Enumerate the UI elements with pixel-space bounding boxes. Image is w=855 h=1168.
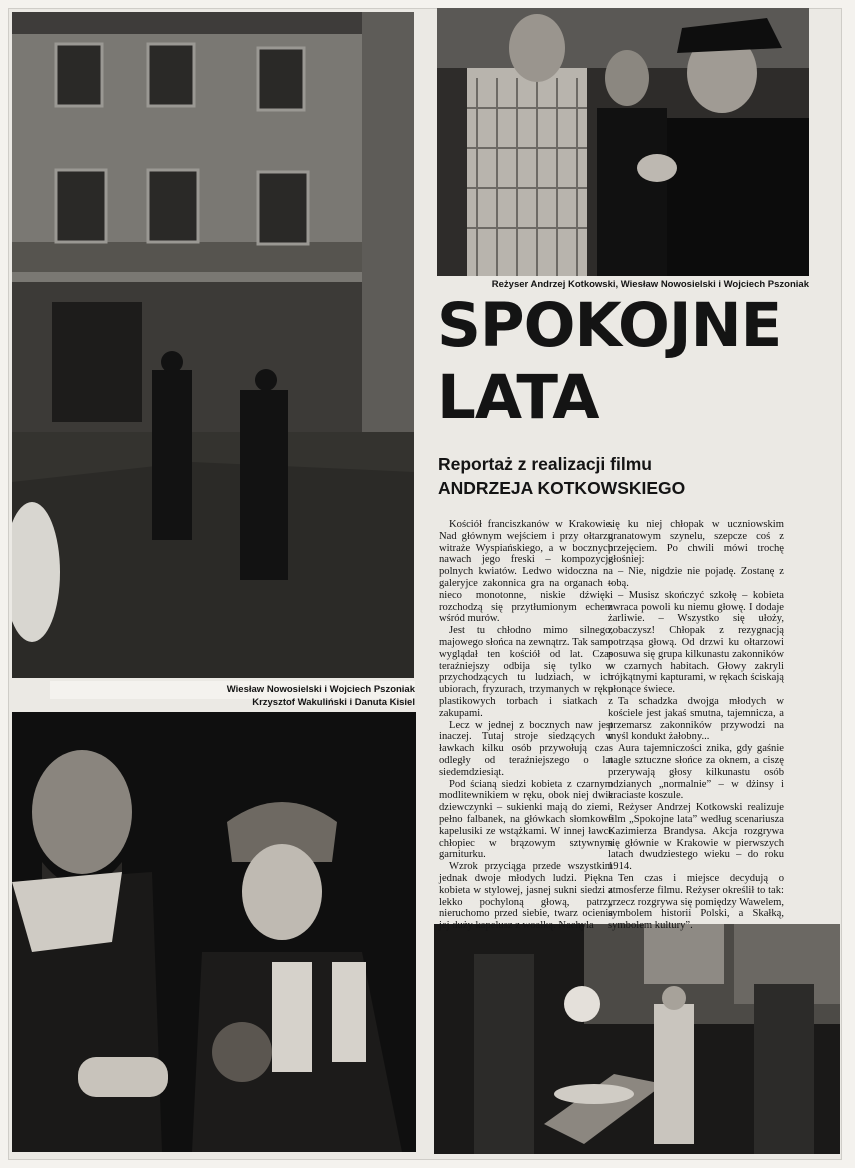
paragraph: Jest tu chłodno mimo silnego, majowego słońca na zewnątrz. Tak samo wyglądał ten kościół od lat. Czas teraźniejszy odbija się tylko w przychodzących tu ludziach, w ich ubiorach, fryzurach, trzymanych w ręku plastikowych torbach i siatkach z zakupami. xyxy=(439,625,613,719)
paragraph: Ten czas i miejsce decydują o atmosferze filmu. Reżyser określił to tak: „rzecz rozgrywa się pomiędzy Wawelem, symbolem historii Polski, a Skałką, symbolem kultury”. xyxy=(608,872,784,932)
paragraph: Reżyser Andrzej Kotkowski realizuje film „Spokojne lata” według scenariusza Kazimierza Brandysa. Akcja rozgrywa się głównie w Krakowie w pierwszych latach dwudziestego wieku – do roku 1914. xyxy=(608,802,784,873)
paragraph: Aura tajemniczości znika, gdy gaśnie nagle sztuczne słońce za oknem, a ciszę przerywają głosy kilkunastu osób odzianych „normalnie” – w dżinsy i kraciaste koszule. xyxy=(608,743,784,802)
subtitle-line-1: Reportaż z realizacji filmu xyxy=(438,454,652,474)
paragraph: Wzrok przyciąga przede wszystkim jednak dwoje młodych ludzi. Piękna kobieta w stylowej, jasnej sukni siedzi z lekko pochyloną głową, patrzy nieruchomo przed siebie, twarz ocienia jej duży kapelusz z woalką. Nachyla xyxy=(439,861,613,932)
paragraph: Kościół franciszkanów w Krakowie. Nad głównym wejściem i przy ołtarzu witraże Wyspiańskiego, a w bocznych nawach jego freski – kompozycje polnych kwiatów. Ledwo widoczna na galeryjce zakonnica gra na organach – nieco monotonne, niskie dźwięki rozchodzą się przytłumionym echem wśród murów. xyxy=(439,519,613,625)
body-column-1 xyxy=(439,519,613,932)
title-line-2: LATA xyxy=(437,362,599,433)
paragraph: Ta schadzka dwojga młodych w kościele jest jakaś smutna, tajemnicza, a przemarsz zakonników przywodzi na myśl kondukt żałobny... xyxy=(608,695,784,743)
body-column-2 xyxy=(608,519,784,932)
paragraph: się ku niej chłopak w uczniowskim granatowym szynelu, szepcze coś z przejęciem. Po chwili mówi trochę głośniej: xyxy=(608,519,784,566)
title-line-1: SPOKOJNE xyxy=(437,290,782,361)
photo-caption-couple: Krzysztof Wakuliński i Danuta Kisiel xyxy=(252,697,415,708)
paragraph: – Nie, nigdzie nie pojadę. Zostanę z tobą. xyxy=(608,566,784,589)
paragraph: Pod ścianą siedzi kobieta z czarnym modlitewnikiem w ręku, obok niej dwie dziewczynki – sukienki mają do ziemi, pełno falbanek, na główkach słomkowe kapelusiki ze wstążkami. W innej ławce chłopiec w brązowym sztywnym garniturku. xyxy=(439,778,613,861)
chapel-scene-photo xyxy=(434,924,840,1154)
subtitle-line-2: ANDRZEJA KOTKOWSKIEGO xyxy=(438,478,686,498)
couple-photo xyxy=(12,712,416,1152)
article-subtitle xyxy=(438,452,685,500)
director-actors-photo xyxy=(437,8,809,276)
photo-caption-top: Reżyser Andrzej Kotkowski, Wiesław Nowosielski i Wojciech Pszoniak xyxy=(491,279,809,290)
article-title xyxy=(437,290,817,434)
paragraph: Lecz w jednej z bocznych naw jest inaczej. Tutaj stroje siedzących w ławkach kilku osób przywołują czas odległy od teraźniejszego o lat siedemdziesiąt. xyxy=(439,719,613,778)
courtyard-photo xyxy=(12,12,414,678)
photo-caption-courtyard: Wiesław Nowosielski i Wojciech Pszoniak xyxy=(50,681,415,699)
paragraph: – Musisz skończyć szkołę – kobieta zwraca powoli ku niemu głowę. I dodaje żarliwie. – Wszystko się ułoży, zobaczysz! Chłopak z rezygnacją potrząsa głową. Od drzwi ku ołtarzowi posuwa się grupa kilkunastu zakonników w czarnych habitach. Głowy zakryli trójkątnymi kapturami, w rękach ściskają płonące świece. xyxy=(608,589,784,696)
